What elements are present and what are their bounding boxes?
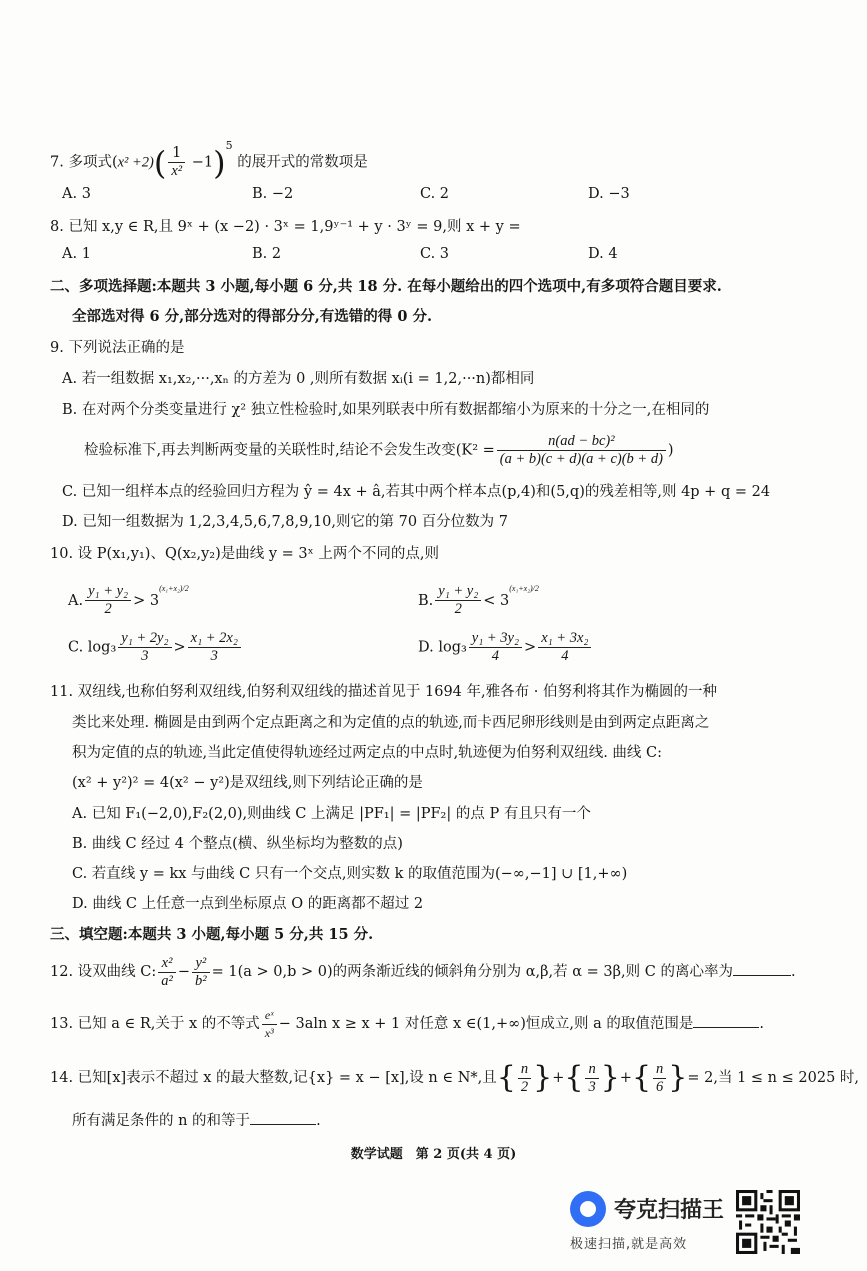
q7-left-paren: ( xyxy=(153,143,167,182)
q10-b-num: y₁ + y₂ xyxy=(435,583,481,601)
q13-frac xyxy=(262,1007,277,1042)
q10-d-den1: 4 xyxy=(491,648,500,664)
q7-frac-den: x² xyxy=(171,163,183,179)
q14-plus-2: + xyxy=(619,1070,632,1086)
q11-option-b: B. 曲线 C 经过 4 个整点(横、纵坐标均为整数的点) xyxy=(72,836,403,852)
q14-f1d: 2 xyxy=(520,1078,529,1095)
q10-d-den2: 4 xyxy=(561,648,569,664)
q7-fraction xyxy=(168,145,185,180)
q14-plus-1: + xyxy=(552,1070,565,1086)
q13-stem xyxy=(50,1004,764,1044)
q8-option-d: D. 4 xyxy=(588,246,618,262)
page-footer: 数学试题 第 2 页(共 4 页) xyxy=(350,1147,517,1162)
q9-k2-den: (a + b)(c + d)(a + c)(b + d) xyxy=(499,451,663,467)
section3-heading: 三、填空题:本题共 3 小题,每小题 5 分,共 15 分. xyxy=(50,926,374,943)
q7-stem-mid: x² +2) xyxy=(117,154,154,171)
q14-f2d: 3 xyxy=(588,1078,596,1095)
q14-frac3 xyxy=(653,1061,666,1096)
q8-option-b: B. 2 xyxy=(252,246,282,262)
q7-right-paren: ) xyxy=(213,143,226,182)
q10-stem: 10. 设 P(x₁,y₁)、Q(x₂,y₂)是曲线 y = 3ˣ 上两个不同的点,则 xyxy=(50,546,440,562)
q14-f2n: n xyxy=(585,1061,598,1079)
q12-answer-blank[interactable] xyxy=(733,975,791,976)
q7-frac-tail: −1 xyxy=(187,154,214,171)
q14-end: . xyxy=(316,1113,321,1129)
q7-option-b: B. −2 xyxy=(252,186,294,202)
q14-brace-open-1: { xyxy=(496,1060,516,1095)
q10-c-num2: x₁ + 2x₂ xyxy=(188,630,241,648)
q14-stem xyxy=(50,1058,859,1098)
q10-b-exp: (x₁+x₂)/2 xyxy=(509,584,539,593)
q7-option-c: C. 2 xyxy=(420,186,450,202)
q14-frac1 xyxy=(518,1061,531,1096)
q14-suffix: = 2,当 1 ≤ n ≤ 2025 时, xyxy=(687,1070,860,1086)
q9-option-d: D. 已知一组数据为 1,2,3,4,5,6,7,8,9,10,则它的第 70 百分位数为 7 xyxy=(62,514,509,530)
q10-b-den: 2 xyxy=(454,601,462,618)
q7-power: 5 xyxy=(225,138,233,152)
q10-d-frac2 xyxy=(538,630,591,665)
section2-heading: 二、多项选择题:本题共 3 小题,每小题 6 分,共 18 分. 在每小题给出的四个选项中,有多项符合题目要求. xyxy=(50,278,722,295)
q14-answer-blank[interactable] xyxy=(250,1124,316,1125)
q14-brace-close-3: } xyxy=(668,1060,688,1095)
q14-brace-open-2: { xyxy=(564,1060,584,1095)
q14-f3n: n xyxy=(653,1061,666,1079)
q9-option-a: A. 若一组数据 x₁,x₂,···,xₙ 的方差为 0 ,则所有数据 xᵢ(i = 1,2,···n)都相同 xyxy=(62,371,535,387)
q7-stem xyxy=(50,138,368,182)
q10-d-label: D. log₃ xyxy=(418,639,467,656)
q14-brace-open-3: { xyxy=(631,1060,652,1095)
q10-a-fraction xyxy=(85,583,131,618)
q11-line2: 类比来处理. 椭圆是由到两个定点距离之和为定值的点的轨迹,而卡西尼卵形线则是由到两定点距离之 xyxy=(72,715,710,731)
q9-option-b-line1: B. 在对两个分类变量进行 χ² 独立性检验时,如果列联表中所有数据都缩小为原来的十分之一,在相同的 xyxy=(62,402,710,418)
q12-prefix: 12. 设双曲线 C: xyxy=(50,964,157,980)
q10-d-num2: x₁ + 3x₂ xyxy=(538,630,591,648)
q10-option-d xyxy=(418,630,593,665)
q10-c-label: C. log₃ xyxy=(68,639,117,656)
q12-frac1 xyxy=(158,955,176,990)
q10-c-den1: 3 xyxy=(141,648,149,664)
q11-option-a: A. 已知 F₁(−2,0),F₂(2,0),则曲线 C 上满足 |PF₁| = |PF₂| 的点 P 有且只有一个 xyxy=(72,806,591,822)
scanner-watermark xyxy=(570,1187,730,1257)
q12-stem xyxy=(50,952,796,992)
q13-answer-blank[interactable] xyxy=(693,1027,759,1028)
q11-line4: (x² + y²)² = 4(x² − y²)是双纽线,则下列结论正确的是 xyxy=(72,775,423,791)
q12-frac2 xyxy=(192,955,210,990)
q10-option-c xyxy=(68,630,243,665)
section2-rules: 全部选对得 6 分,部分选对的得部分分,有选错的得 0 分. xyxy=(72,308,433,325)
q14-prefix: 14. 已知[x]表示不超过 x 的最大整数,记{x} = x − [x],设 n ∈ N*,且 xyxy=(50,1070,497,1086)
q7-stem-prefix: 7. 多项式( xyxy=(50,154,118,171)
q11-option-c: C. 若直线 y = kx 与曲线 C 只有一个交点,则实数 k 的取值范围为(−∞,−1] ∪ [1,+∞) xyxy=(72,866,628,882)
q10-a-label: A. xyxy=(68,592,84,609)
q13-prefix: 13. 已知 a ∈ R,关于 x 的不等式 xyxy=(50,1016,260,1032)
q12-end: . xyxy=(790,964,796,980)
q12-suffix: = 1(a > 0,b > 0)的两条渐近线的倾斜角分别为 α,β,若 α = 3β,则 C 的离心率为 xyxy=(211,964,733,980)
q10-b-label: B. xyxy=(418,592,434,609)
q9-option-c: C. 已知一组样本点的经验回归方程为 ŷ = 4x + â,若其中两个样本点(p,4)和(5,q)的残差相等,则 4p + q = 24 xyxy=(62,484,771,500)
q9-k2-num: n(ad − bc)² xyxy=(497,433,666,451)
q10-b-rel: < 3 xyxy=(483,592,510,609)
q7-option-d: D. −3 xyxy=(588,186,630,202)
q14-brace-close-2: } xyxy=(600,1060,620,1095)
q12-n1: x² xyxy=(158,955,176,973)
q12-d2: b² xyxy=(195,972,207,989)
q13-suffix: − 3aln x ≥ x + 1 对任意 x ∈(1,+∞)恒成立,则 a 的取值范围是 xyxy=(278,1016,694,1032)
q12-minus: − xyxy=(177,964,191,980)
watermark-subtitle: 极速扫描,就是高效 xyxy=(570,1237,688,1252)
watermark-title: 夸克扫描王 xyxy=(614,1198,725,1223)
q10-option-b xyxy=(418,580,539,618)
q8-stem: 8. 已知 x,y ∈ R,且 9ˣ + (x −2) · 3ˣ = 1,9ʸ⁻¹ + y · 3ʸ = 9,则 x + y = xyxy=(50,219,521,235)
q10-d-frac1 xyxy=(469,630,522,665)
q9-option-b-text: 检验标准下,再去判断两变量的关联性时,结论不会发生改变(K² = xyxy=(84,442,495,459)
q10-c-den2: 3 xyxy=(210,648,218,664)
q11-line1: 11. 双纽线,也称伯努利双纽线,伯努利双纽线的描述首见于 1694 年,雅各布 · 伯努利将其作为椭圆的一种 xyxy=(50,684,717,700)
q10-d-rel: > xyxy=(524,639,537,656)
q10-d-num1: y₁ + 3y₂ xyxy=(469,630,522,648)
q14-line2 xyxy=(72,1111,321,1131)
q10-a-rel: > 3 xyxy=(133,592,160,609)
q10-a-exp: (x₁+x₂)/2 xyxy=(159,584,189,593)
q10-c-frac2 xyxy=(188,630,241,665)
q8-option-c: C. 3 xyxy=(420,246,450,262)
q14-line2-text: 所有满足条件的 n 的和等于 xyxy=(72,1113,251,1129)
q14-frac2 xyxy=(585,1061,598,1096)
q9-k2-close: ) xyxy=(667,442,674,459)
qr-code-icon xyxy=(736,1190,800,1254)
q10-c-rel: > xyxy=(173,639,186,656)
q10-c-frac1 xyxy=(118,630,171,665)
q11-option-d: D. 曲线 C 上任意一点到坐标原点 O 的距离都不超过 2 xyxy=(72,896,424,912)
q14-brace-close-1: } xyxy=(533,1060,553,1095)
q10-a-den: 2 xyxy=(104,601,112,618)
quark-logo-icon xyxy=(570,1191,606,1227)
q12-n2: y² xyxy=(192,955,210,973)
q14-f3d: 6 xyxy=(656,1078,664,1095)
q13-end: . xyxy=(759,1016,764,1032)
q11-line3: 积为定值的点的轨迹,当此定值使得轨迹经过两定点的中点时,轨迹便为伯努利双纽线. 曲线 C: xyxy=(72,745,663,761)
q10-option-a xyxy=(68,580,189,618)
q7-frac-num: 1 xyxy=(168,145,185,163)
q14-f1n: n xyxy=(518,1061,531,1079)
q10-a-num: y₁ + y₂ xyxy=(85,583,131,601)
q12-d1: a² xyxy=(161,972,173,989)
q9-k2-fraction xyxy=(497,433,666,468)
q7-option-a: A. 3 xyxy=(62,186,91,202)
q7-stem-suffix: 的展开式的常数项是 xyxy=(232,154,368,171)
q13-den: x³ xyxy=(264,1025,274,1040)
q9-option-b-line2 xyxy=(84,433,674,468)
q10-c-num1: y₁ + 2y₂ xyxy=(118,630,171,648)
q8-option-a: A. 1 xyxy=(62,246,91,262)
q9-stem: 9. 下列说法正确的是 xyxy=(50,340,185,356)
q13-num: eˣ xyxy=(262,1007,277,1025)
q10-b-fraction xyxy=(435,583,481,618)
